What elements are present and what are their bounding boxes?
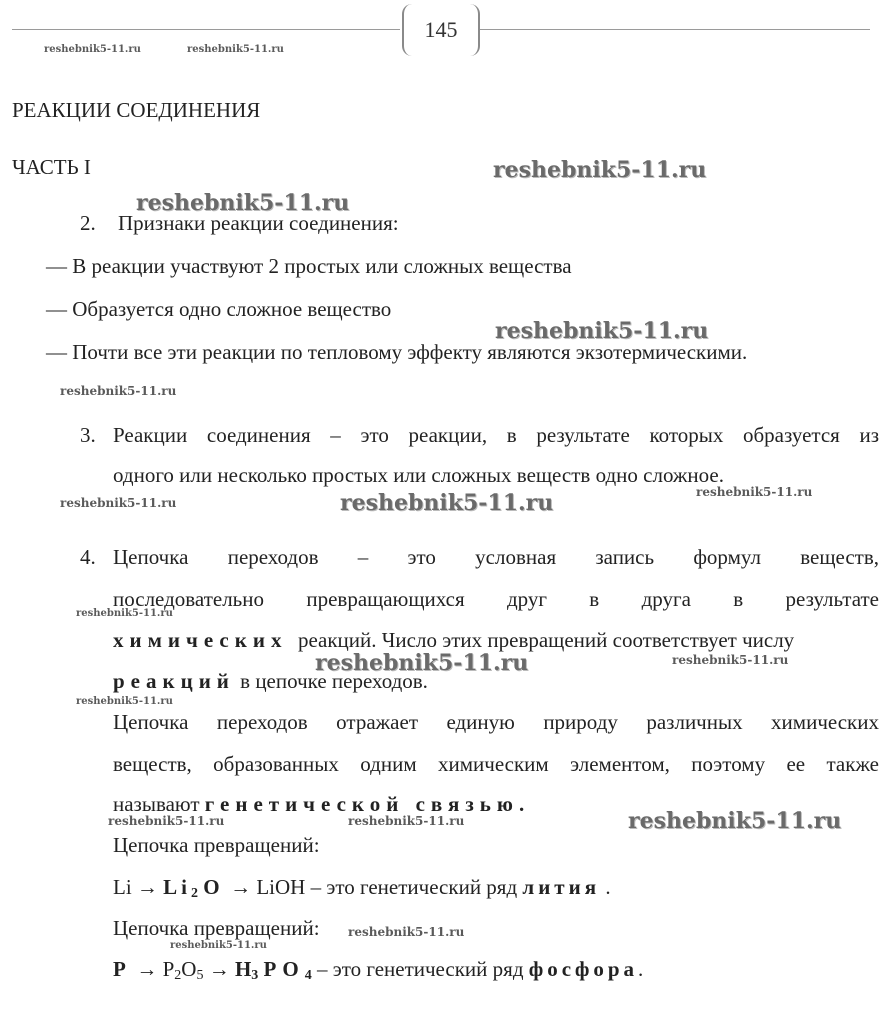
watermark: reshebnik5-11.ru: [628, 808, 842, 834]
watermark: reshebnik5-11.ru: [348, 814, 465, 828]
watermark: reshebnik5-11.ru: [696, 485, 813, 499]
formula-text: Li: [163, 875, 192, 899]
arrow: →: [208, 957, 230, 981]
item-3-line: Реакции соединения – это реакции, в результате которых образуется из: [113, 423, 879, 447]
line-text: – это генетический ряд: [316, 957, 524, 981]
watermark: reshebnik5-11.ru: [44, 44, 141, 55]
item-4-paragraph-line: веществ, образованных одним химическим элементом, поэтому ее также: [113, 752, 879, 776]
item-4-paragraph-line: [113, 792, 524, 816]
item-2-number: 2.: [80, 211, 96, 235]
formula-text: O: [203, 875, 220, 899]
arrow: →: [136, 957, 158, 981]
chain-formula: [113, 875, 611, 906]
formula-text: O: [181, 957, 197, 981]
watermark: reshebnik5-11.ru: [108, 814, 225, 828]
bold-term: реакций: [113, 669, 235, 693]
header-rule-left: [12, 29, 400, 30]
item-4-line: последовательно превращающихся друг в друга в результате: [113, 587, 879, 611]
subscript: 2: [191, 886, 199, 901]
watermark: reshebnik5-11.ru: [136, 190, 350, 216]
subscript: 2: [174, 968, 182, 983]
bold-term: химических: [113, 628, 288, 652]
line-text: реакций. Число этих превращений соответствует числу: [297, 628, 795, 652]
page-number-text: 145: [424, 17, 458, 42]
bullet-item: — В реакции участвуют 2 простых или сложных вещества: [46, 254, 572, 278]
formula-text: P: [162, 957, 175, 981]
item-4-line: [113, 628, 794, 652]
watermark: reshebnik5-11.ru: [170, 940, 267, 951]
chain-label: Цепочка превращений:: [113, 916, 320, 940]
formula-text: H: [234, 957, 252, 981]
subscript: 5: [196, 968, 204, 983]
formula-text: Li: [113, 875, 132, 899]
item-4-number: 4.: [80, 545, 96, 569]
line-end: .: [605, 875, 611, 899]
watermark: reshebnik5-11.ru: [315, 650, 529, 676]
line-end: .: [518, 792, 525, 816]
watermark: reshebnik5-11.ru: [76, 608, 173, 619]
watermark: reshebnik5-11.ru: [60, 496, 177, 510]
subscript: 3: [251, 968, 259, 983]
bold-term: генетической связью: [204, 792, 519, 816]
item-3-line: одного или несколько простых или сложных веществ одно сложное.: [113, 463, 724, 487]
part-heading: ЧАСТЬ I: [12, 155, 91, 179]
page-number: [402, 4, 480, 56]
item-4-paragraph-line: Цепочка переходов отражает единую природу различных химических: [113, 710, 879, 734]
item-2-heading: Признаки реакции соединения:: [118, 211, 399, 235]
formula-text: PO: [263, 957, 305, 981]
watermark: reshebnik5-11.ru: [187, 44, 284, 55]
formula-text: P: [113, 957, 126, 981]
subscript: 4: [304, 968, 312, 983]
watermark: reshebnik5-11.ru: [495, 318, 709, 344]
line-text: в цепочке переходов.: [240, 669, 428, 693]
watermark: reshebnik5-11.ru: [340, 490, 554, 516]
header-rule-right: [480, 29, 870, 30]
bullet-item: — Образуется одно сложное вещество: [46, 297, 392, 321]
arrow: →: [136, 875, 158, 899]
line-text: – это генетический ряд: [310, 875, 518, 899]
item-4-line: [113, 669, 428, 693]
chain-label: Цепочка превращений:: [113, 833, 320, 857]
arrow: →: [230, 875, 252, 899]
watermark: reshebnik5-11.ru: [493, 157, 707, 183]
watermark: reshebnik5-11.ru: [348, 925, 465, 939]
chain-formula: [113, 957, 643, 988]
item-4-line: Цепочка переходов – это условная запись формул веществ,: [113, 545, 879, 569]
page-title: РЕАКЦИИ СОЕДИНЕНИЯ: [12, 98, 261, 122]
watermark: reshebnik5-11.ru: [672, 653, 789, 667]
item-3-number: 3.: [80, 423, 96, 447]
watermark: reshebnik5-11.ru: [60, 384, 177, 398]
formula-text: LiOH: [256, 875, 306, 899]
bullet-item: — Почти все эти реакции по тепловому эффекту являются экзотермическими.: [46, 340, 748, 364]
line-end: .: [638, 957, 644, 981]
bold-term: фосфора: [528, 957, 639, 981]
line-text: называют: [113, 792, 200, 816]
watermark: reshebnik5-11.ru: [76, 696, 173, 707]
bold-term: лития: [522, 875, 601, 899]
